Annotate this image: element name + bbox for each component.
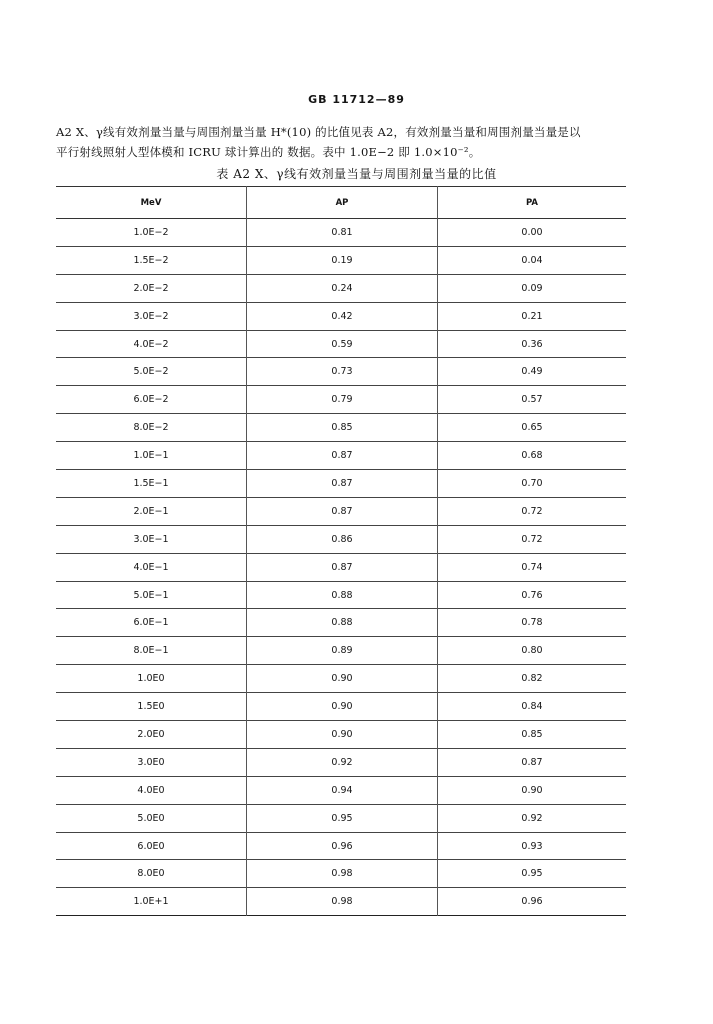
cell-ap: 0.73 — [247, 358, 438, 386]
cell-pa: 0.00 — [521, 226, 543, 238]
cell-mev: 5.0E0 — [56, 804, 247, 832]
cell-ap: 0.90 — [247, 721, 438, 749]
cell-ap: 0.87 — [247, 497, 438, 525]
intro-paragraph — [56, 122, 656, 162]
cell-mev: 6.0E−1 — [56, 609, 247, 637]
cell-ap: 0.42 — [247, 302, 438, 330]
cell-mev: 8.0E−1 — [56, 637, 247, 665]
cell-pa: 0.90 — [521, 784, 543, 796]
cell-mev: 4.0E−2 — [56, 330, 247, 358]
cell-ap: 0.87 — [247, 442, 438, 470]
table-row — [56, 246, 626, 274]
cell-pa: 0.68 — [521, 450, 543, 462]
cell-mev: 1.0E+1 — [56, 888, 247, 916]
table-body — [56, 219, 626, 916]
ratio-table — [56, 186, 626, 916]
cell-ap: 0.19 — [247, 246, 438, 274]
table-row — [56, 358, 626, 386]
cell-mev: 4.0E−1 — [56, 553, 247, 581]
table-row — [56, 637, 626, 665]
cell-pa: 0.95 — [521, 868, 543, 880]
cell-pa: 0.87 — [521, 756, 543, 768]
cell-pa: 0.70 — [521, 477, 543, 489]
table-row — [56, 665, 626, 693]
cell-mev: 1.5E−2 — [56, 246, 247, 274]
cell-pa: 0.72 — [521, 505, 543, 517]
cell-pa: 0.57 — [521, 394, 543, 406]
cell-mev: 2.0E−1 — [56, 497, 247, 525]
table-row — [56, 776, 626, 804]
cell-ap: 0.96 — [247, 832, 438, 860]
cell-ap: 0.88 — [247, 581, 438, 609]
cell-pa: 0.36 — [521, 338, 543, 350]
table-row — [56, 748, 626, 776]
cell-mev: 5.0E−1 — [56, 581, 247, 609]
cell-ap: 0.88 — [247, 609, 438, 637]
table-row — [56, 804, 626, 832]
cell-mev: 8.0E−2 — [56, 414, 247, 442]
table-row — [56, 302, 626, 330]
table-row — [56, 497, 626, 525]
cell-mev: 1.0E−2 — [56, 219, 247, 247]
column-header-pa: PA — [525, 197, 539, 208]
cell-pa: 0.84 — [521, 701, 543, 713]
cell-mev: 4.0E0 — [56, 776, 247, 804]
cell-ap: 0.87 — [247, 470, 438, 498]
cell-mev: 1.0E−1 — [56, 442, 247, 470]
cell-mev: 2.0E−2 — [56, 274, 247, 302]
cell-ap: 0.98 — [247, 860, 438, 888]
table-caption: 表 A2 X、γ线有效剂量当量与周围剂量当量的比值 — [216, 167, 497, 181]
intro-line-1: A2 X、γ线有效剂量当量与周围剂量当量 H*(10) 的比值见表 A2，有效剂量当量和周围剂量当量是以 — [56, 125, 581, 139]
cell-pa: 0.82 — [521, 673, 543, 685]
table-row — [56, 414, 626, 442]
table-row — [56, 693, 626, 721]
cell-mev: 5.0E−2 — [56, 358, 247, 386]
cell-ap: 0.79 — [247, 386, 438, 414]
cell-mev: 3.0E0 — [56, 748, 247, 776]
table-row — [56, 470, 626, 498]
cell-ap: 0.59 — [247, 330, 438, 358]
cell-ap: 0.98 — [247, 888, 438, 916]
column-header-mev: MeV — [56, 187, 247, 219]
cell-mev: 3.0E−2 — [56, 302, 247, 330]
column-header-ap: AP — [247, 187, 438, 219]
table-row — [56, 219, 626, 247]
page-header: GB 11712—89 — [308, 93, 405, 106]
cell-mev: 2.0E0 — [56, 721, 247, 749]
cell-pa: 0.96 — [521, 896, 543, 908]
cell-ap: 0.90 — [247, 693, 438, 721]
cell-pa: 0.74 — [521, 561, 543, 573]
cell-ap: 0.86 — [247, 525, 438, 553]
cell-pa: 0.85 — [521, 728, 543, 740]
table-row — [56, 888, 626, 916]
table-row — [56, 581, 626, 609]
cell-mev: 1.5E−1 — [56, 470, 247, 498]
table-row — [56, 330, 626, 358]
cell-pa: 0.72 — [521, 533, 543, 545]
table-row — [56, 609, 626, 637]
table-row — [56, 442, 626, 470]
cell-pa: 0.21 — [521, 310, 543, 322]
cell-ap: 0.24 — [247, 274, 438, 302]
cell-mev: 1.5E0 — [56, 693, 247, 721]
table-row — [56, 721, 626, 749]
cell-pa: 0.78 — [521, 617, 543, 629]
cell-mev: 6.0E0 — [56, 832, 247, 860]
cell-ap: 0.81 — [247, 219, 438, 247]
cell-pa: 0.65 — [521, 422, 543, 434]
cell-ap: 0.89 — [247, 637, 438, 665]
table-row — [56, 832, 626, 860]
cell-ap: 0.95 — [247, 804, 438, 832]
cell-ap: 0.92 — [247, 748, 438, 776]
intro-line-2: 平行射线照射人型体模和 ICRU 球计算出的 数据。表中 1.0E−2 即 1.0×10⁻²。 — [56, 145, 481, 159]
cell-pa: 0.80 — [521, 645, 543, 657]
cell-pa: 0.93 — [521, 840, 543, 852]
cell-ap: 0.94 — [247, 776, 438, 804]
table-row — [56, 553, 626, 581]
cell-ap: 0.90 — [247, 665, 438, 693]
table-row — [56, 386, 626, 414]
cell-pa: 0.76 — [521, 589, 543, 601]
cell-mev: 3.0E−1 — [56, 525, 247, 553]
cell-mev: 8.0E0 — [56, 860, 247, 888]
cell-pa: 0.09 — [521, 282, 543, 294]
cell-ap: 0.85 — [247, 414, 438, 442]
table-row — [56, 525, 626, 553]
cell-pa: 0.04 — [521, 254, 543, 266]
table-row — [56, 860, 626, 888]
table-row — [56, 274, 626, 302]
cell-pa: 0.49 — [521, 366, 543, 378]
cell-pa: 0.92 — [521, 812, 543, 824]
table-header-row — [56, 187, 626, 219]
cell-mev: 6.0E−2 — [56, 386, 247, 414]
cell-ap: 0.87 — [247, 553, 438, 581]
cell-mev: 1.0E0 — [56, 665, 247, 693]
